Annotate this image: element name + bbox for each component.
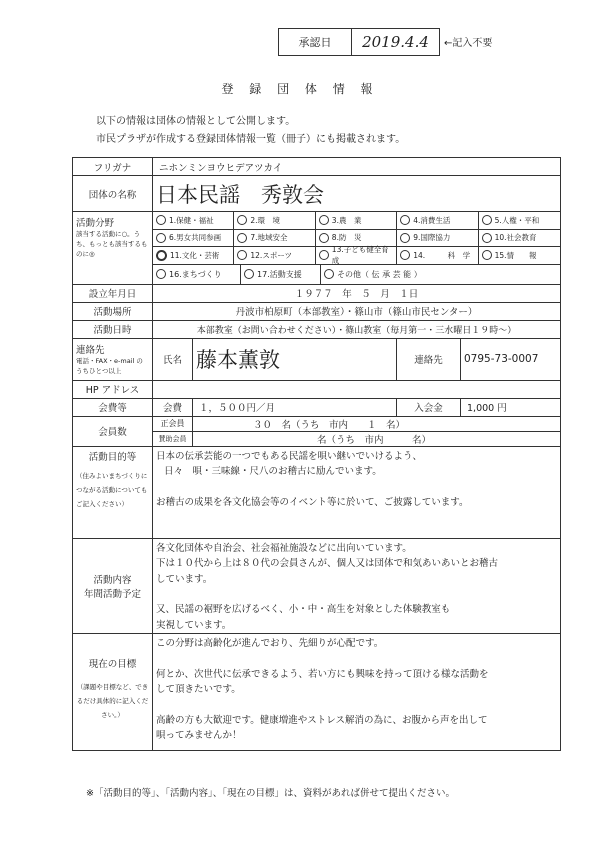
hp-label: HP アドレス [73,380,153,398]
category-label: 14. 科 学 [413,250,471,260]
category-option[interactable] [153,247,234,265]
category-label: 8.防 災 [331,233,362,243]
category-label: 12.スポーツ [250,250,293,260]
approval-note: ←記入不要 [444,38,493,49]
goal-line: この分野は高齢化が進んでおり、先細りが心配です。 [156,638,384,649]
furigana-label: フリガナ [73,158,153,176]
purpose-row [73,446,561,538]
approval-date: 2019.4.4 [362,33,429,51]
purpose-text [153,446,561,538]
radio-circle-icon [237,233,247,243]
entry-fee-value: 1,000 円 [461,398,561,416]
activity-field-options [153,212,561,285]
intro-line: 以下の情報は団体の情報として公開します。 [96,116,296,127]
category-option[interactable] [234,230,315,248]
activity-content-label: 活動内容 [93,574,132,586]
category-option[interactable] [234,212,315,230]
fee-label: 会費 [153,398,193,416]
category-option[interactable] [241,265,321,284]
goal-row [73,634,561,751]
radio-circle-icon [400,233,410,243]
group-name-label: 団体の名称 [73,176,153,212]
purpose-label: 活動目的等 [88,451,137,463]
contact-info-label: 連絡先 [397,338,461,380]
category-label: その他（ 伝 承 芸 能 ） [337,269,422,279]
purpose-label-cell [73,446,153,538]
radio-circle-icon [400,215,410,225]
radio-circle-icon [400,250,410,260]
category-label: 15.情 報 [494,250,537,260]
purpose-note: （住みよいまちづくりにつながる活動についてもご記入ください） [76,471,148,508]
annual-plan-label: 年間活動予定 [83,588,141,600]
category-option[interactable] [316,212,397,230]
established-label: 設立年月日 [73,284,153,302]
category-option[interactable] [234,247,315,265]
contact-label-cell [73,338,153,380]
radio-circle-icon [319,215,329,225]
goal-line: して頂きたいです。 [156,684,241,695]
category-option[interactable] [479,212,560,230]
activity-content-row [73,538,561,634]
registration-form [72,157,561,751]
goal-note: （課題や目標など、できるだけ具体的に記入ください。） [76,683,149,719]
activity-field-row [73,212,561,285]
location-row [73,302,561,320]
activity-field-label: 活動分野 [76,218,115,229]
activity-line [156,587,557,602]
support-members-label: 賛助会員 [153,431,193,446]
activity-time-value: 本部教室（お問い合わせください）・篠山教室（毎月第一・三水曜日１９時～） [153,320,561,338]
radio-circle-icon [156,269,166,279]
activity-field-label-cell [73,212,153,285]
fee-row [73,398,561,416]
category-label: 17.活動支援 [257,269,302,279]
goal-line: 唄ってみませんか！ [156,730,242,741]
radio-circle-icon [324,269,334,279]
category-label: 7.地域安全 [250,233,288,243]
intro-text [96,113,405,149]
goal-line: 高齢の方も大歓迎です。健康増進やストレス解消の為に、お腹から声を出して [156,714,488,726]
activity-time-label: 活動日時 [73,320,153,338]
category-label: 1.保健・福祉 [169,215,214,225]
category-label: 6.男女共同参画 [169,233,222,243]
radio-circle-icon [244,269,254,279]
activity-line: 実視しています。 [156,619,232,631]
category-option[interactable] [479,230,560,248]
category-label: 2.環 境 [250,215,281,225]
category-option[interactable] [397,230,478,248]
radio-circle-icon [156,233,166,243]
category-label: 5.人権・平和 [494,215,540,225]
footnote: ※「活動目的等」、「活動内容」、「現在の目標」は、資料があれば併せて提出ください。 [86,788,455,799]
category-label: 13.子ども健全育成 [331,245,389,266]
goal-label: 現在の目標 [88,659,137,670]
contact-row [73,338,561,380]
established-row [73,284,561,302]
fee-value: １，５００円／月 [193,398,397,416]
radio-circle-icon [237,250,247,260]
activity-line: しています。 [156,573,213,585]
approval-label: 承認日 [279,29,352,55]
group-name-value: 日本民謡 秀敦会 [153,176,561,212]
furigana-value: ニホンミンヨウヒデアツカイ [153,158,561,176]
furigana-row [73,158,561,176]
goal-text [153,634,561,751]
category-label: 9.国際協力 [413,233,451,243]
regular-members-value: ３０ 名（うち 市内 １ 名） [193,416,561,431]
category-label: 11.文化・芸術 [170,250,220,260]
activity-time-row [73,320,561,338]
activity-line: 又、民謡の裾野を広げるべく、小・中・高生を対象とした体験教室も [156,604,451,615]
purpose-line: お稽古の成果を各文化協会等のイベント等に於いて、ご披露しています。 [156,496,469,508]
category-label: 3.農 業 [331,215,362,225]
purpose-line: 日々 唄・三味線・尺八のお稽古に励んでいます。 [164,466,382,477]
radio-circle-icon [156,215,166,225]
category-grid [153,212,560,265]
activity-line: 各文化団体や自治会、社会福祉施設などに出向いています。 [156,542,412,554]
members-row-regular [73,416,561,431]
contact-name-label: 氏名 [153,338,193,380]
category-option[interactable] [397,212,478,230]
contact-note: 電話・FAX・e-mail の うちひとつ以上 [76,356,143,375]
activity-field-note: 該当する活動に○。うち、もっとも該当するものに◎ [76,230,148,258]
purpose-line [156,480,557,495]
purpose-line: 日本の伝承芸能の一つでもある民謡を唄い継いでいけるよう、 [156,450,423,462]
regular-members-label: 正会員 [153,416,193,431]
radio-circle-icon [482,233,492,243]
contact-info-value: 0795-73-0007 [461,338,561,380]
category-option[interactable] [153,212,234,230]
category-label: 16.まちづくり [169,269,222,279]
activity-content-label-cell [73,538,153,634]
category-option[interactable] [153,230,234,248]
radio-circle-icon [482,215,492,225]
activity-line: 下は１０代から上は８０代の会員さんが、個人又は団体で和気あいあいとお稽古 [156,558,499,569]
radio-circle-icon [237,215,247,225]
radio-circle-icon [319,233,329,243]
radio-circle-icon [319,250,329,260]
group-name-row [73,176,561,212]
goal-line [156,698,557,713]
goal-line [156,652,557,667]
goal-line: 何とか、次世代に伝承できるよう、若い方にも興味を持って頂ける様な活動を [156,668,489,680]
contact-name-value: 藤本薫敦 [193,338,397,380]
contact-label: 連絡先 [76,344,105,356]
document-title: 登 録 団 体 情 報 [221,82,379,96]
approval-box [278,28,440,56]
category-option[interactable] [479,247,560,265]
intro-line: 市民プラザが作成する登録団体情報一覧（冊子）にも掲載されます。 [96,134,406,145]
category-label: 10.社会教育 [494,233,537,243]
hp-row [73,380,561,398]
category-label: 4.消費生活 [413,215,451,225]
fee-row-label: 会費等 [73,398,153,416]
members-label: 会員数 [73,416,153,446]
category-option-other[interactable] [321,265,560,284]
selected-double-circle-icon [156,250,167,261]
location-value: 丹波市柏原町（本部教室）・篠山市（篠山市民センター） [153,302,561,320]
radio-circle-icon [482,250,492,260]
support-members-value: 名（うち 市内 名） [193,431,561,446]
category-option[interactable] [153,265,241,284]
established-value: １９７７ 年 ５ 月 １日 [153,284,561,302]
category-option[interactable] [397,247,478,265]
entry-fee-label: 入会金 [397,398,461,416]
location-label: 活動場所 [73,302,153,320]
category-row-4 [153,265,560,284]
activity-content-text [153,538,561,634]
category-option[interactable] [316,247,397,265]
hp-value [153,380,561,398]
goal-label-cell [73,634,153,751]
